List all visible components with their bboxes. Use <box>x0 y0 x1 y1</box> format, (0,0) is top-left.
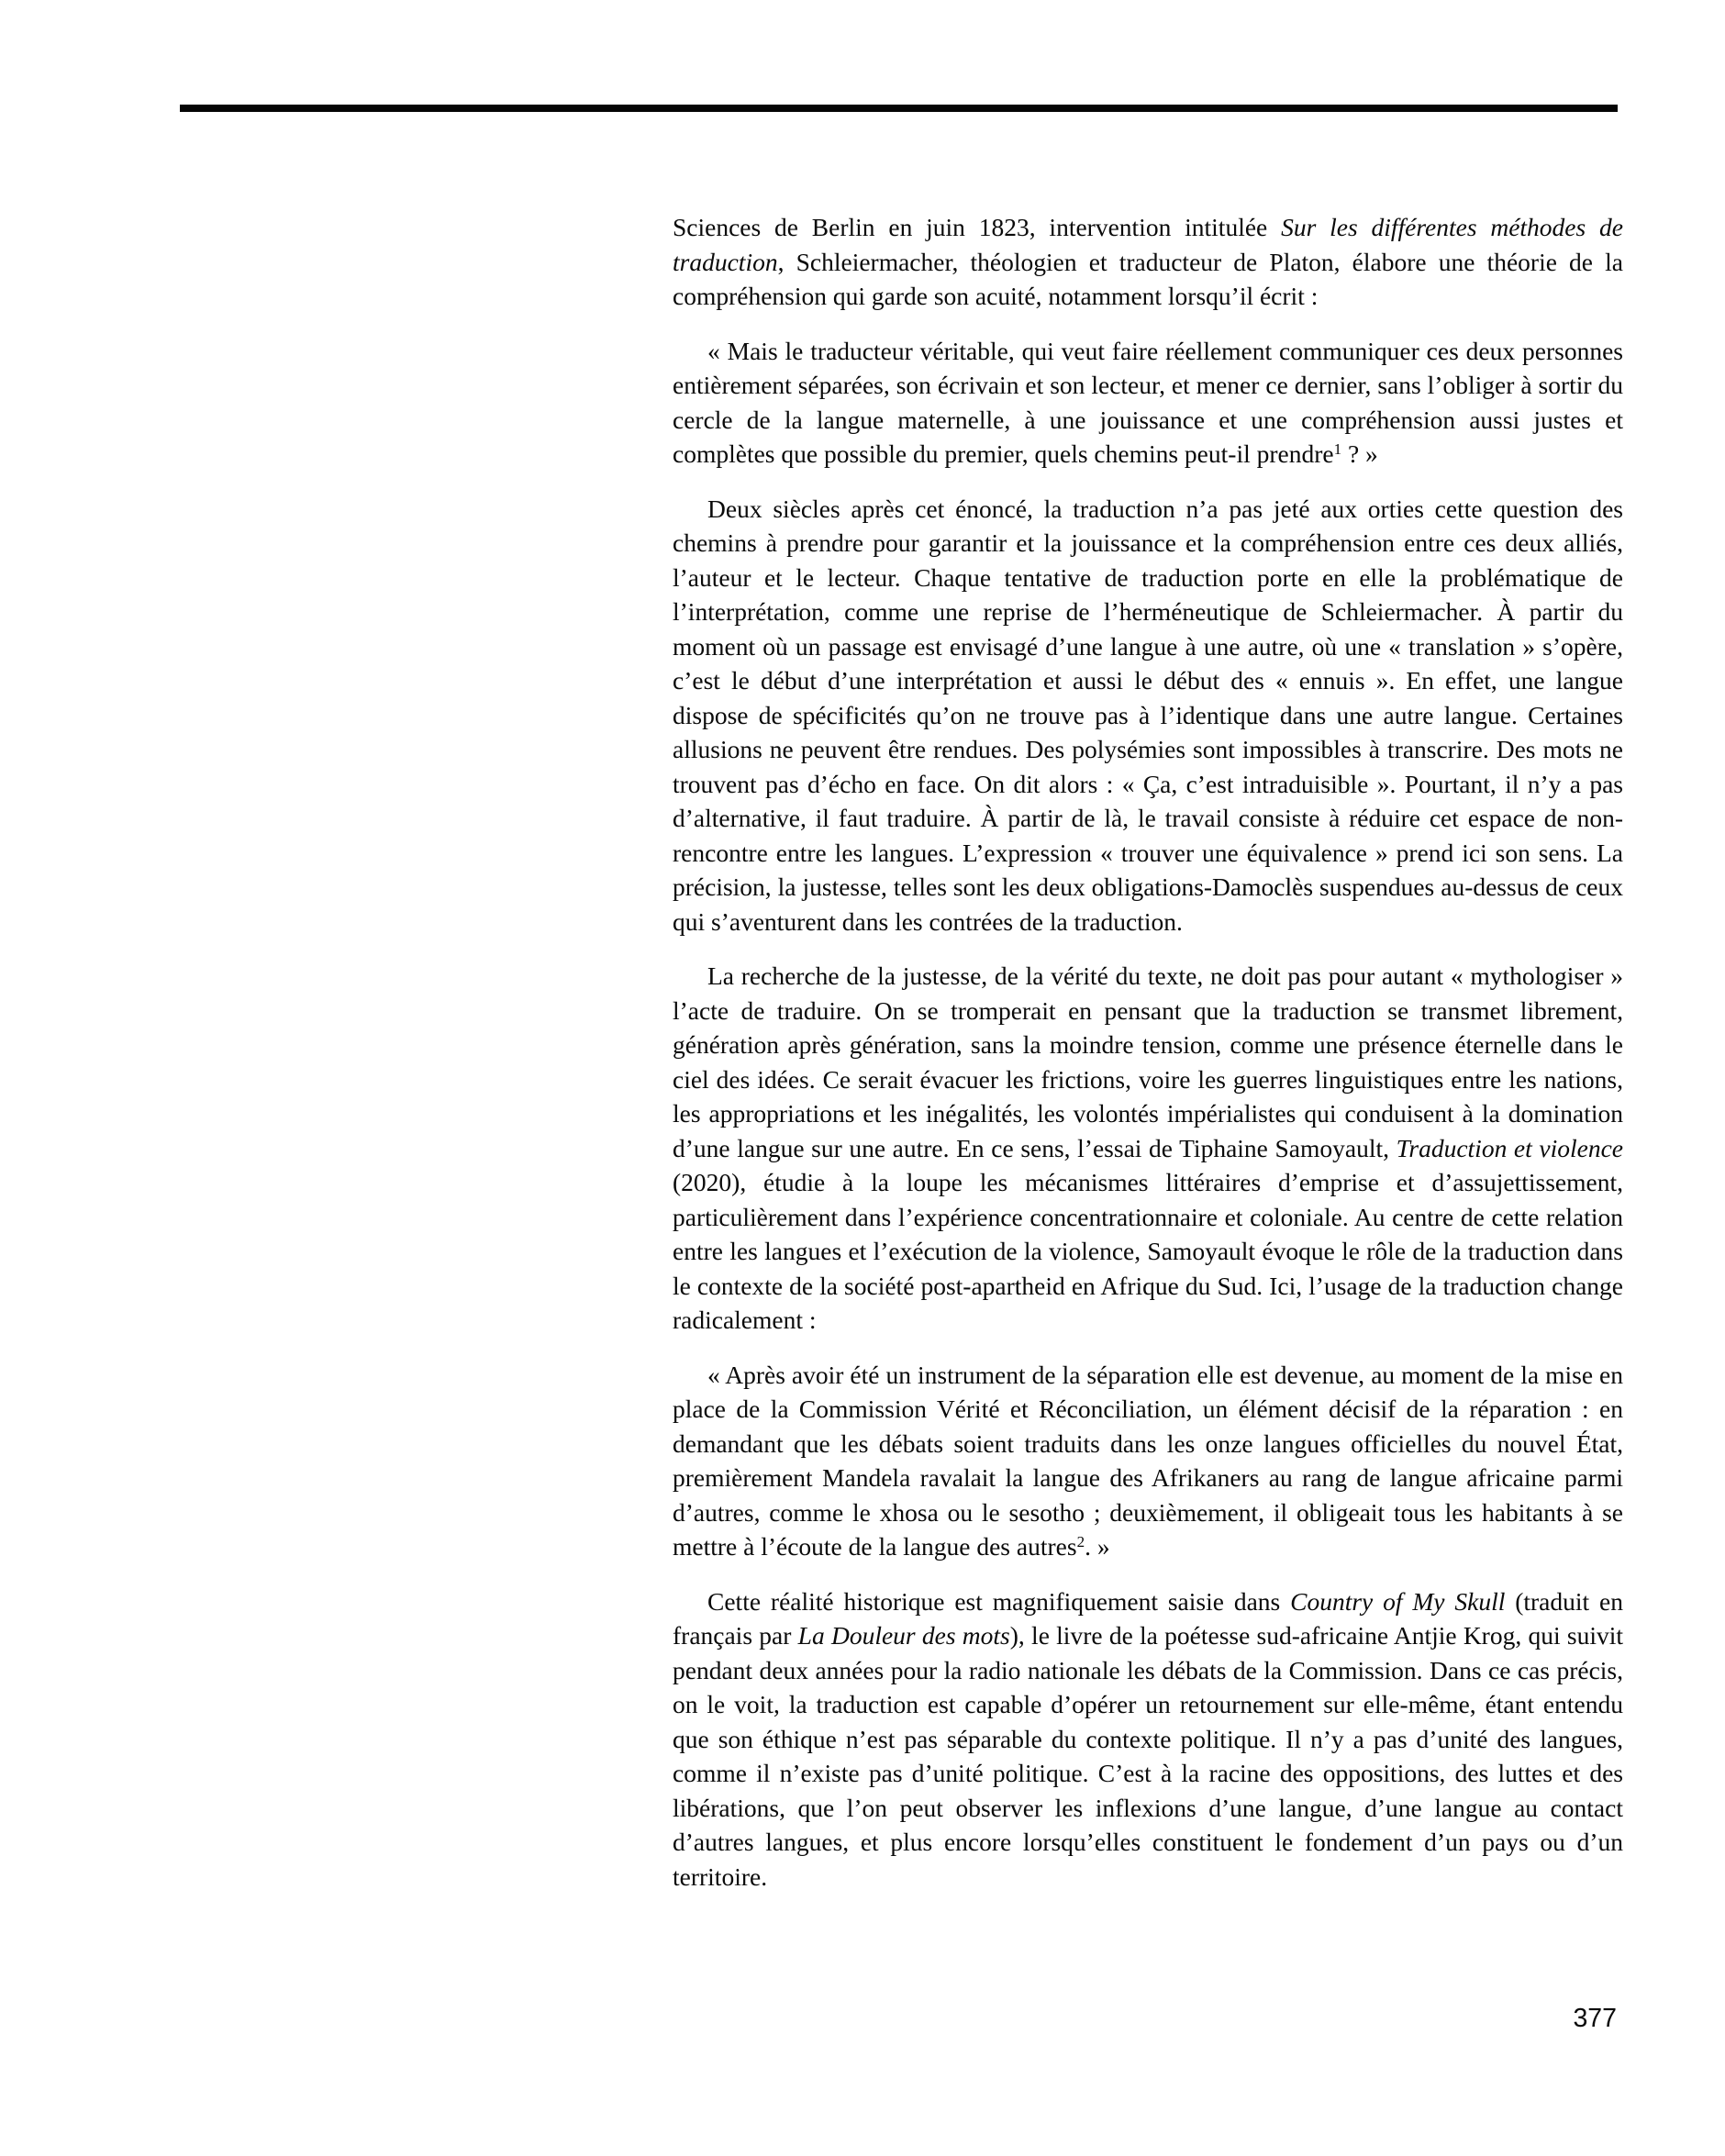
top-rule <box>180 105 1618 112</box>
body-paragraph <box>673 210 1623 314</box>
text-run: (traduit en français par <box>673 1586 1623 1650</box>
body-paragraph <box>673 1584 1623 1895</box>
text-run: (2020), étudie à la loupe les mécanismes littéraires d’emprise et d’assujettissement, particulièrement dans l’expérience concentrationnaire et coloniale. Au centre de cette relation entre les langues et l’exécution de la violence, Samoyault évoque le rôle de la traduction dans le contexte de la société post-apartheid en Afrique du Sud. Ici, l’usage de la traduction change radicalement : <box>673 1168 1623 1334</box>
text-run: ), le livre de la poétesse sud-africaine Antjie Krog, qui suivit pendant deux années pour la radio nationale les débats de la Commission. Dans ce cas précis, on le voit, la traduction est capable d’opérer un retournement sur elle-même, étant entendu que son éthique n’est pas séparable du contexte politique. Il n’y a pas d’unité des langues, comme il n’existe pas d’unité politique. C’est à la racine des oppositions, des luttes et des libérations, que l’on peut observer les inflexions d’une langue, d’une langue au contact d’autres langues, et plus encore lorsqu’elles constituent le fondement d’un pays ou d’un territoire. <box>673 1621 1624 1891</box>
text-run: ? » <box>1341 439 1378 468</box>
body-paragraph <box>673 492 1623 939</box>
body-paragraph <box>673 959 1623 1338</box>
footnote-marker: 2 <box>1076 1532 1085 1550</box>
text-run: La recherche de la justesse, de la vérité du texte, ne doit pas pour autant « mythologiser » l’acte de traduire. On se tromperait en pensant que la traduction se transmet librement, génération après génération, sans la moindre tension, comme une présence éternelle dans le ciel des idées. Ce serait évacuer les frictions, voire les guerres linguistiques entre les nations, les appropriations et les inégalités, les volontés impérialistes qui conduisent à la domination d’une langue sur une autre. En ce sens, l’essai de Tiphaine Samoyault, <box>673 961 1623 1162</box>
article-body <box>673 210 1623 1894</box>
text-run: , Schleiermacher, théologien et traducteur de Platon, élabore une théorie de la compréhension qui garde son acuité, notamment lorsqu’il écrit : <box>673 247 1623 310</box>
italic-title: La Douleur des mots <box>797 1621 1010 1650</box>
text-run: « Mais le traducteur véritable, qui veut faire réellement communiquer ces deux personnes entièrement séparées, son écrivain et son lecteur, et mener ce dernier, sans l’obliger à sortir du cercle de la langue maternelle, à une jouissance et une compréhension aussi justes et complètes que possible du premier, quels chemins peut-il prendre <box>673 336 1623 468</box>
footnote-marker: 1 <box>1333 439 1342 458</box>
page-number: 377 <box>1573 2004 1617 2033</box>
italic-title: Traduction et violence <box>1396 1133 1624 1162</box>
text-run: « Après avoir été un instrument de la séparation elle est devenue, au moment de la mise en place de la Commission Vérité et Réconciliation, un élément décisif de la réparation : en demandant que les débats soient traduits dans les onze langues officielles du nouvel État, premièrement Mandela ravalait la langue des Afrikaners au rang de langue africaine parmi d’autres, comme le xhosa ou le sesotho ; deuxièmement, il obligeait tous les habitants à se mettre à l’écoute de la langue des autres <box>673 1360 1623 1561</box>
quote-paragraph <box>673 334 1623 472</box>
text-run: Cette réalité historique est magnifiquement saisie dans <box>707 1586 1291 1616</box>
italic-title: Country of My Skull <box>1290 1586 1506 1616</box>
quote-paragraph <box>673 1358 1623 1564</box>
text-run: Deux siècles après cet énoncé, la traduction n’a pas jeté aux orties cette question des chemins à prendre pour garantir et la jouissance et la compréhension entre ces deux alliés, l’auteur et le lecteur. Chaque tentative de traduction porte en elle la problématique de l’interprétation, comme une reprise de l’herméneutique de Schleiermacher. À partir du moment où un passage est envisagé d’une langue à une autre, où une « translation » s’opère, c’est le début d’une interprétation et aussi le début des « ennuis ». En effet, une langue dispose de spécificités qu’on ne trouve pas à l’identique dans une autre langue. Certaines allusions ne peuvent être rendues. Des polysémies sont impossibles à transcrire. Des mots ne trouvent pas d’écho en face. On dit alors : « Ça, c’est intraduisible ». Pourtant, il n’y a pas d’alternative, il faut traduire. À partir de là, le travail consiste à réduire cet espace de non-rencontre entre les langues. L’expression « trouver une équivalence » prend ici son sens. La précision, la justesse, telles sont les deux obligations-Damoclès suspendues au-dessus de ceux qui s’aventurent dans les contrées de la traduction. <box>673 494 1623 936</box>
text-run: Sciences de Berlin en juin 1823, intervention intitulée <box>673 213 1282 241</box>
text-run: . » <box>1085 1532 1110 1561</box>
italic-title: Sur les différentes méthodes de traduction <box>673 213 1623 276</box>
